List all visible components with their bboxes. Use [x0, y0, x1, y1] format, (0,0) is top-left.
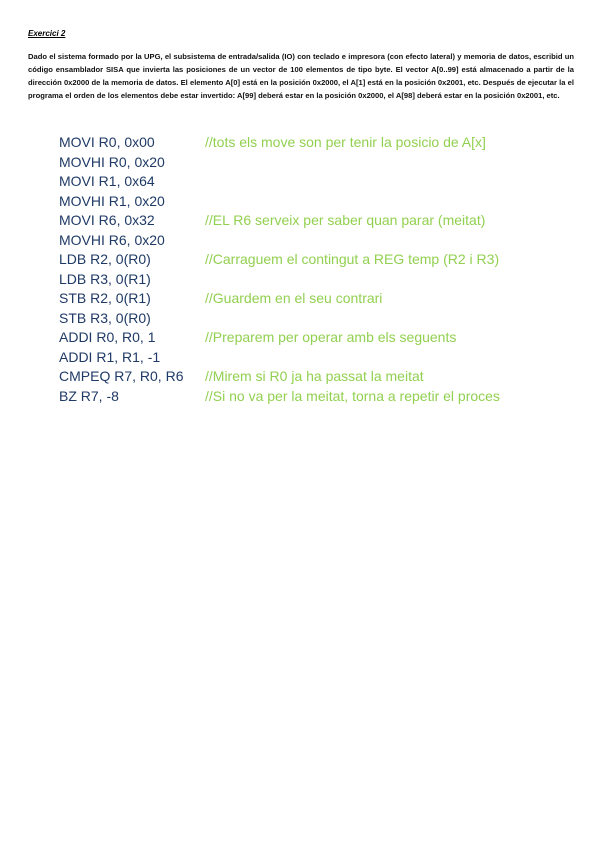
- code-comment: //tots els move son per tenir la posicio de A[x]: [205, 134, 486, 150]
- code-line: [59, 289, 579, 309]
- code-line: [59, 231, 579, 251]
- code-instruction: CMPEQ R7, R0, R6: [59, 368, 184, 384]
- code-line: [59, 192, 579, 212]
- code-comment: //Si no va per la meitat, torna a repetir el proces: [205, 387, 500, 404]
- code-instruction: MOVHI R0, 0x20: [59, 153, 165, 170]
- code-line: [59, 133, 579, 153]
- code-instruction: MOVI R0, 0x00: [59, 134, 155, 150]
- code-instruction: MOVHI R6, 0x20: [59, 231, 165, 248]
- code-line: [59, 367, 579, 387]
- code-line: [59, 387, 579, 407]
- code-line: [59, 270, 579, 290]
- code-comment: //Mirem si R0 ja ha passat la meitat: [205, 368, 424, 384]
- code-comment: //Guardem en el seu contrari: [205, 290, 383, 306]
- code-instruction: ADDI R1, R1, -1: [59, 348, 161, 365]
- assembly-code-block: [59, 133, 579, 406]
- code-line: [59, 250, 579, 270]
- code-instruction: ADDI R0, R0, 1: [59, 329, 156, 345]
- code-instruction: MOVI R1, 0x64: [59, 173, 155, 189]
- code-line: [59, 348, 579, 368]
- code-comment: //Carraguem el contingut a REG temp (R2 i R3): [205, 251, 500, 267]
- code-instruction: STB R2, 0(R1): [59, 290, 151, 306]
- code-line: [59, 309, 579, 329]
- code-instruction: BZ R7, -8: [59, 387, 119, 404]
- code-line: [59, 153, 579, 173]
- code-instruction: LDB R2, 0(R0): [59, 251, 151, 267]
- code-comment: //Preparem per operar amb els seguents: [205, 329, 457, 345]
- exercise-statement: Dado el sistema formado por la UPG, el subsistema de entrada/salida (IO) con teclado e impresora (con efecto lateral) y memoria de datos, escribid un código ensamblador SISA que invierta las posiciones de un vector de 100 elementos de tipo byte. El vector A[0..99] está almacenado a partir de la dirección 0x2000 de la memoria de datos. El elemento A[0] está en la posición 0x2000, el A[1] está en la posición 0x2001, etc. Después de ejecutar la el programa el orden de los elementos debe estar invertido: A[99] deberá estar en la posición 0x2000, el A[98] deberá estar en la posición 0x2001, etc.: [28, 52, 574, 100]
- exercise-title: Exercici 2: [28, 29, 66, 38]
- code-comment: //EL R6 serveix per saber quan parar (meitat): [205, 212, 486, 228]
- code-line: [59, 172, 579, 192]
- code-instruction: STB R3, 0(R0): [59, 309, 151, 326]
- code-instruction: LDB R3, 0(R1): [59, 270, 151, 287]
- code-instruction: MOVHI R1, 0x20: [59, 192, 165, 209]
- code-line: [59, 328, 579, 348]
- code-instruction: MOVI R6, 0x32: [59, 212, 155, 228]
- code-line: [59, 211, 579, 231]
